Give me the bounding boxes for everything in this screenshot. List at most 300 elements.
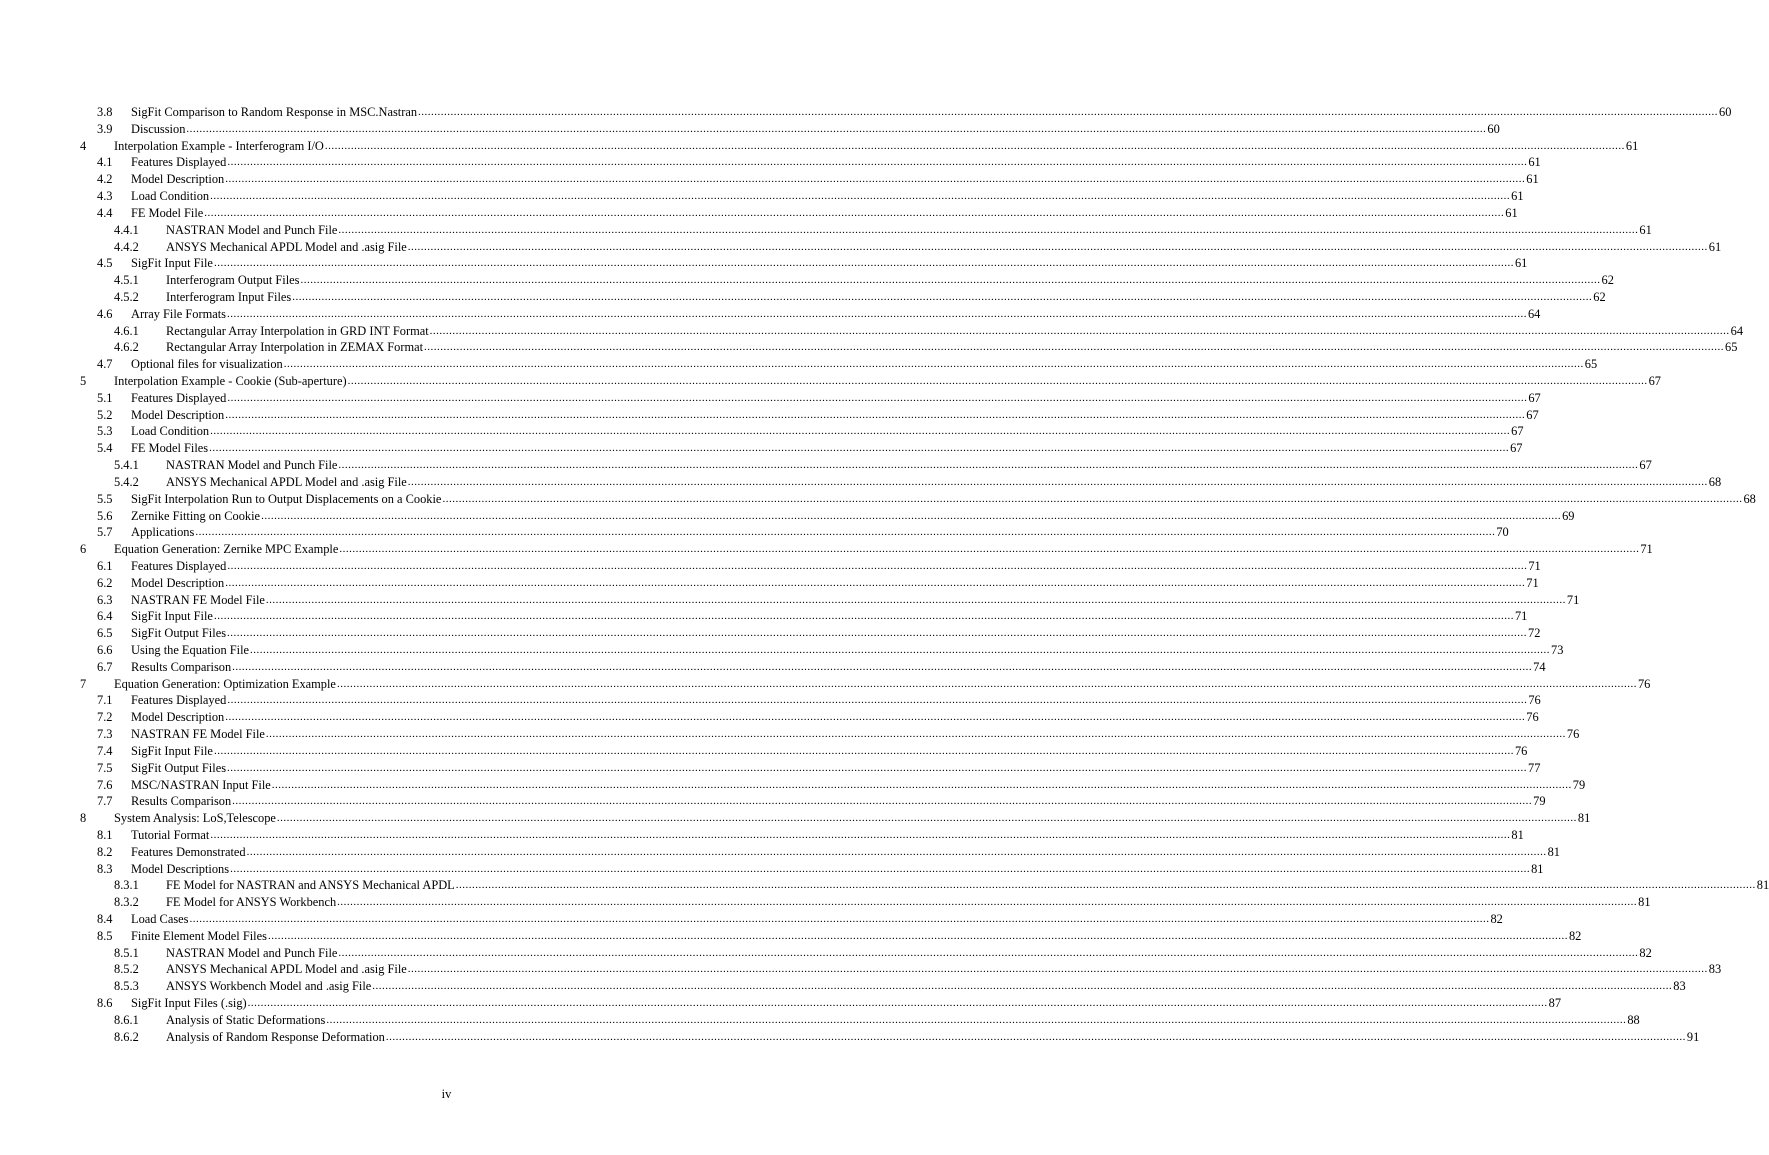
toc-entry[interactable] xyxy=(80,138,1639,155)
toc-entry[interactable] xyxy=(80,323,1744,340)
toc-entry-page: 61 xyxy=(1625,138,1639,153)
toc-entry-page: 77 xyxy=(1528,760,1541,775)
toc-entry-page: 81 xyxy=(1756,878,1769,893)
toc-entry-page: 60 xyxy=(1719,105,1732,119)
toc-entry-title[interactable]: Results Comparison xyxy=(131,659,232,674)
toc-entry-number: 5.4.2 xyxy=(114,474,139,489)
dot-leader: ................................................................................................................................................................................................................................................................................................................................................................................................................ xyxy=(227,694,1528,707)
toc-entry-line xyxy=(131,760,1541,777)
dot-leader: ................................................................................................................................................................................................................................................................................................................................................................................................................ xyxy=(347,375,1648,387)
toc-entry-page: 81 xyxy=(1511,827,1524,842)
toc-entry[interactable] xyxy=(80,541,1653,558)
toc-entry[interactable] xyxy=(80,222,1652,239)
toc-entry-line xyxy=(131,625,1541,642)
toc-entry-page: 82 xyxy=(1568,928,1582,943)
toc-entry[interactable] xyxy=(80,709,1539,726)
toc-entry[interactable] xyxy=(80,171,1539,188)
toc-entry-title[interactable]: ANSYS Mechanical APDL Model and .asig File xyxy=(166,239,407,254)
toc-entry-title[interactable]: SigFit Input File xyxy=(131,609,213,624)
toc-entry-line xyxy=(131,659,1546,676)
toc-entry[interactable] xyxy=(80,743,1528,760)
toc-entry[interactable] xyxy=(80,356,1598,373)
toc-entry-line xyxy=(131,608,1528,625)
toc-entry-page: 65 xyxy=(1725,340,1738,355)
toc-entry-page: 67 xyxy=(1511,424,1524,439)
toc-entry-page: 71 xyxy=(1514,609,1528,624)
dot-leader: ................................................................................................................................................................................................................................................................................................................................................................................................................ xyxy=(227,559,1528,572)
dot-leader: ................................................................................................................................................................................................................................................................................................................................................................................................................ xyxy=(195,526,1496,539)
toc-entry-number: 8.1 xyxy=(97,827,113,842)
toc-entry[interactable] xyxy=(80,592,1580,609)
toc-entry-title[interactable]: NASTRAN Model and Punch File xyxy=(166,945,338,960)
toc-entry-number: 5 xyxy=(80,374,87,388)
toc-entry-line xyxy=(166,877,1769,894)
dot-leader: ................................................................................................................................................................................................................................................................................................................................................................................................................ xyxy=(213,257,1514,270)
toc-entry-number: 4.6.2 xyxy=(114,340,139,355)
toc-entry-page: 60 xyxy=(1487,121,1500,136)
toc-entry-page: 91 xyxy=(1686,1029,1700,1044)
dot-leader: ................................................................................................................................................................................................................................................................................................................................................................................................................ xyxy=(210,425,1511,438)
toc-entry[interactable] xyxy=(80,154,1541,171)
toc-entry[interactable] xyxy=(80,777,1586,794)
toc-entry[interactable] xyxy=(80,575,1539,592)
toc-entry[interactable] xyxy=(80,676,1651,693)
dot-leader: ................................................................................................................................................................................................................................................................................................................................................................................................................ xyxy=(424,341,1725,354)
toc-entry-title[interactable]: SigFit Output Files xyxy=(131,626,227,641)
toc-entry-title[interactable]: SigFit Interpolation Run to Output Displacements on a Cookie xyxy=(131,491,442,506)
toc-entry-number: 5.7 xyxy=(97,525,113,540)
dot-leader: ................................................................................................................................................................................................................................................................................................................................................................................................................ xyxy=(324,139,1625,152)
toc-entry[interactable] xyxy=(80,810,1591,827)
toc-entry-line xyxy=(166,222,1652,239)
dot-leader: ................................................................................................................................................................................................................................................................................................................................................................................................................ xyxy=(265,593,1566,606)
dot-leader: ................................................................................................................................................................................................................................................................................................................................................................................................................ xyxy=(300,274,1601,287)
toc-entry-number: 5.2 xyxy=(97,407,113,422)
toc-entry-page: 67 xyxy=(1648,374,1661,388)
toc-entry-title[interactable]: FE Model File xyxy=(131,205,204,220)
toc-entry-title[interactable]: Results Comparison xyxy=(131,794,232,809)
toc-entry-number: 4.4 xyxy=(97,205,113,220)
toc-entry-line xyxy=(114,373,1661,390)
toc-entry-page: 61 xyxy=(1528,155,1541,170)
toc-entry-number: 6.7 xyxy=(97,659,113,674)
toc-entry-number: 6.3 xyxy=(97,592,113,607)
toc-entry-number: 4.1 xyxy=(97,155,113,170)
toc-entry-page: 64 xyxy=(1730,323,1744,338)
toc-entry-number: 7.3 xyxy=(97,727,113,742)
toc-entry[interactable] xyxy=(80,945,1652,962)
toc-entry-title[interactable]: Interpolation Example - Cookie (Sub-aperture) xyxy=(114,374,347,388)
toc-entry-line xyxy=(131,508,1575,525)
toc-entry-number: 4.5 xyxy=(97,256,113,271)
toc-entry-page: 70 xyxy=(1496,525,1509,540)
toc-entry-title[interactable]: Load Condition xyxy=(131,189,210,204)
toc-entry-line xyxy=(131,524,1509,541)
toc-entry-page: 79 xyxy=(1572,777,1586,792)
dot-leader: ................................................................................................................................................................................................................................................................................................................................................................................................................ xyxy=(210,190,1511,203)
toc-entry-title[interactable]: Rectangular Array Interpolation in GRD INT Format xyxy=(166,323,429,338)
dot-leader: ................................................................................................................................................................................................................................................................................................................................................................................................................ xyxy=(336,677,1637,690)
dot-leader: ................................................................................................................................................................................................................................................................................................................................................................................................................ xyxy=(213,610,1514,623)
toc-entry[interactable] xyxy=(80,373,1661,390)
toc-entry[interactable] xyxy=(80,390,1541,407)
toc-entry-page: 61 xyxy=(1511,189,1524,204)
toc-entry[interactable] xyxy=(80,491,1756,508)
toc-entry-title[interactable]: Analysis of Static Deformations xyxy=(166,1012,326,1027)
toc-entry-number: 8.5.1 xyxy=(114,945,139,960)
toc-entry[interactable] xyxy=(80,306,1541,323)
toc-entry-title[interactable]: System Analysis: LoS,Telescope xyxy=(114,811,276,826)
toc-entry-page: 62 xyxy=(1593,289,1606,304)
toc-entry-line xyxy=(166,894,1651,911)
toc-entry-title[interactable]: Analysis of Random Response Deformation xyxy=(166,1029,385,1044)
toc-entry[interactable] xyxy=(80,911,1503,928)
toc-entry[interactable] xyxy=(80,844,1560,861)
toc-entry-line xyxy=(131,255,1528,272)
toc-entry-line xyxy=(114,676,1651,693)
toc-entry-number: 6.6 xyxy=(97,643,113,657)
toc-entry[interactable] xyxy=(80,961,1722,978)
toc-entry-title[interactable]: Features Displayed xyxy=(131,558,227,573)
toc-entry[interactable] xyxy=(80,1029,1700,1046)
toc-entry-line xyxy=(131,642,1564,659)
toc-entry-line xyxy=(131,356,1598,373)
dot-leader: ................................................................................................................................................................................................................................................................................................................................................................................................................ xyxy=(372,980,1673,993)
toc-entry-line xyxy=(131,827,1524,844)
toc-entry[interactable] xyxy=(80,188,1524,205)
toc-entry-line xyxy=(166,978,1686,995)
dot-leader: ................................................................................................................................................................................................................................................................................................................................................................................................................ xyxy=(213,744,1514,757)
toc-entry-line xyxy=(131,911,1503,928)
toc-entry-page: 76 xyxy=(1566,727,1580,742)
toc-entry[interactable] xyxy=(80,205,1518,222)
toc-entry-title[interactable]: Model Description xyxy=(131,710,225,725)
toc-entry-title[interactable]: Tutorial Format xyxy=(131,827,210,842)
toc-entry[interactable] xyxy=(80,407,1539,424)
toc-entry-title[interactable]: NASTRAN FE Model File xyxy=(131,727,265,742)
toc-entry-page: 81 xyxy=(1638,895,1651,910)
dot-leader: ................................................................................................................................................................................................................................................................................................................................................................................................................ xyxy=(186,122,1487,135)
toc-entry-line xyxy=(166,272,1614,289)
toc-entry-number: 4.7 xyxy=(97,357,113,372)
toc-entry-number: 8.6.2 xyxy=(114,1029,139,1044)
toc-entry-line xyxy=(166,961,1722,978)
toc-entry-number: 8.6.1 xyxy=(114,1012,139,1027)
toc-entry-title[interactable]: Features Displayed xyxy=(131,155,227,170)
toc-entry-number: 4.4.2 xyxy=(114,239,139,254)
toc-entry-title[interactable]: SigFit Comparison to Random Response in MSC.Nastran xyxy=(131,105,418,119)
toc-entry[interactable] xyxy=(80,255,1528,272)
toc-entry-title[interactable]: Finite Element Model Files xyxy=(131,928,267,943)
dot-leader: ................................................................................................................................................................................................................................................................................................................................................................................................................ xyxy=(292,290,1593,303)
toc-entry-page: 82 xyxy=(1490,912,1503,926)
toc-entry-title[interactable]: Interferogram Input Files xyxy=(166,289,292,304)
toc-entry-title[interactable]: Equation Generation: Zernike MPC Example xyxy=(114,542,339,557)
toc-entry-number: 7.5 xyxy=(97,760,113,775)
toc-entry[interactable] xyxy=(80,726,1580,743)
toc-entry[interactable] xyxy=(80,642,1564,659)
toc-entry-title[interactable]: Array File Formats xyxy=(131,306,226,321)
toc-entry-title[interactable]: Using the Equation File xyxy=(131,643,250,657)
dot-leader: ................................................................................................................................................................................................................................................................................................................................................................................................................ xyxy=(276,812,1577,825)
toc-entry-number: 5.3 xyxy=(97,424,113,439)
toc-entry-number: 7.1 xyxy=(97,693,113,708)
toc-entry-line xyxy=(131,743,1528,760)
toc-entry-number: 8 xyxy=(80,811,87,826)
toc-entry-title[interactable]: SigFit Output Files xyxy=(131,760,227,775)
dot-leader: ................................................................................................................................................................................................................................................................................................................................................................................................................ xyxy=(226,307,1527,320)
dot-leader: ................................................................................................................................................................................................................................................................................................................................................................................................................ xyxy=(261,509,1562,522)
toc-entry[interactable] xyxy=(80,978,1686,995)
toc-entry-page: 81 xyxy=(1577,811,1591,826)
toc-entry-number: 8.3 xyxy=(97,861,113,876)
dot-leader: ................................................................................................................................................................................................................................................................................................................................................................................................................ xyxy=(225,408,1526,421)
toc-entry-page: 71 xyxy=(1640,542,1653,557)
toc-entry[interactable] xyxy=(80,508,1575,525)
toc-entry-line xyxy=(131,861,1544,878)
toc-entry-page: 83 xyxy=(1673,979,1686,994)
toc-entry-line xyxy=(114,810,1591,827)
toc-entry-page: 76 xyxy=(1526,710,1539,725)
toc-entry-title[interactable]: Load Condition xyxy=(131,424,210,439)
toc-entry[interactable] xyxy=(80,827,1524,844)
toc-entry-line xyxy=(131,844,1560,861)
toc-entry-number: 7.2 xyxy=(97,710,113,725)
toc-entry-title[interactable]: Zernike Fitting on Cookie xyxy=(131,508,261,523)
toc-entry-number: 8.5.3 xyxy=(114,979,139,994)
toc-entry[interactable] xyxy=(80,625,1541,642)
dot-leader: ................................................................................................................................................................................................................................................................................................................................................................................................................ xyxy=(250,644,1551,656)
toc-entry[interactable] xyxy=(80,524,1509,541)
toc-entry[interactable] xyxy=(80,692,1541,709)
toc-entry-line xyxy=(131,390,1541,407)
toc-entry[interactable] xyxy=(80,558,1541,575)
toc-entry-line xyxy=(131,171,1539,188)
toc-entry[interactable] xyxy=(80,861,1544,878)
toc-entry-line xyxy=(131,575,1539,592)
toc-entry[interactable] xyxy=(80,457,1652,474)
toc-entry-number: 8.3.2 xyxy=(114,895,139,910)
dot-leader: ................................................................................................................................................................................................................................................................................................................................................................................................................ xyxy=(407,475,1708,488)
toc-entry-title[interactable]: NASTRAN FE Model File xyxy=(131,592,265,607)
toc-entry-page: 82 xyxy=(1639,945,1652,960)
toc-entry-title[interactable]: Interferogram Output Files xyxy=(166,273,300,288)
toc-entry-line xyxy=(131,709,1539,726)
toc-entry-line xyxy=(166,1029,1700,1046)
dot-leader: ................................................................................................................................................................................................................................................................................................................................................................................................................ xyxy=(283,358,1584,371)
dot-leader: ................................................................................................................................................................................................................................................................................................................................................................................................................ xyxy=(429,324,1730,337)
toc-entry-number: 5.4 xyxy=(97,441,113,456)
toc-entry-line xyxy=(131,726,1580,743)
toc-entry[interactable] xyxy=(80,239,1722,256)
toc-entry-line xyxy=(166,1012,1640,1029)
page-number: iv xyxy=(441,1087,452,1101)
toc-entry-line xyxy=(131,793,1546,810)
toc-entry[interactable] xyxy=(80,793,1546,810)
toc-entry-title[interactable]: Model Description xyxy=(131,575,225,590)
toc-entry-title[interactable]: Load Cases xyxy=(131,912,189,926)
toc-entry-title[interactable]: NASTRAN Model and Punch File xyxy=(166,458,338,473)
dot-leader: ................................................................................................................................................................................................................................................................................................................................................................................................................ xyxy=(407,240,1708,253)
toc-entry-line xyxy=(166,239,1722,256)
toc-entry-title[interactable]: SigFit Input File xyxy=(131,743,213,758)
toc-entry[interactable] xyxy=(80,423,1524,440)
toc-entry[interactable] xyxy=(80,440,1523,457)
toc-entry[interactable] xyxy=(80,289,1606,306)
toc-entry-title[interactable]: SigFit Input Files (.sig) xyxy=(131,996,247,1011)
toc-entry-title[interactable]: Model Description xyxy=(131,172,225,187)
toc-entry-page: 72 xyxy=(1528,626,1541,641)
toc-entry[interactable] xyxy=(80,659,1546,676)
toc-entry-page: 69 xyxy=(1562,508,1575,523)
dot-leader: ................................................................................................................................................................................................................................................................................................................................................................................................................ xyxy=(271,778,1572,791)
toc-entry-line xyxy=(131,777,1586,794)
toc-entry-line xyxy=(131,407,1539,424)
toc-entry-number: 8.4 xyxy=(97,912,113,926)
toc-entry-title[interactable]: Discussion xyxy=(131,121,186,136)
toc-entry-line xyxy=(166,457,1652,474)
toc-entry-page: 81 xyxy=(1531,861,1544,876)
toc-entry-line xyxy=(131,928,1582,945)
toc-entry-page: 87 xyxy=(1548,996,1562,1011)
toc-entry-number: 6 xyxy=(80,542,87,557)
dot-leader: ................................................................................................................................................................................................................................................................................................................................................................................................................ xyxy=(230,862,1531,875)
toc-entry-page: 83 xyxy=(1708,962,1722,977)
toc-entry-line xyxy=(131,491,1756,508)
toc-entry[interactable] xyxy=(80,339,1738,356)
toc-entry-number: 8.3.1 xyxy=(114,878,139,893)
toc-entry-page: 61 xyxy=(1505,205,1518,220)
toc-entry-number: 4.4.1 xyxy=(114,222,139,237)
toc-entry-title[interactable]: FE Model for NASTRAN and ANSYS Mechanical APDL xyxy=(166,878,455,893)
toc-entry-page: 61 xyxy=(1514,256,1528,271)
toc-entry-title[interactable]: FE Model Files xyxy=(131,441,209,456)
toc-entry[interactable] xyxy=(80,877,1769,894)
toc-entry-number: 4 xyxy=(80,138,87,153)
toc-entry[interactable] xyxy=(80,608,1528,625)
toc-entry-number: 4.2 xyxy=(97,172,113,187)
toc-entry-number: 6.2 xyxy=(97,575,113,590)
toc-entry-title[interactable]: Features Demonstrated xyxy=(131,844,246,859)
toc-entry-title[interactable]: Model Descriptions xyxy=(131,861,230,876)
toc-entry[interactable] xyxy=(80,894,1651,911)
toc-entry[interactable] xyxy=(80,760,1541,777)
toc-entry-title[interactable]: Features Displayed xyxy=(131,390,227,405)
toc-entry-title[interactable]: ANSYS Workbench Model and .asig File xyxy=(166,979,372,994)
toc-entry-title[interactable]: Applications xyxy=(131,525,195,540)
toc-entry-line xyxy=(166,945,1652,962)
toc-entry-page: 88 xyxy=(1627,1012,1640,1027)
toc-entry-title[interactable]: Interpolation Example - Interferogram I/O xyxy=(114,138,324,153)
toc-entry-page: 71 xyxy=(1528,558,1541,573)
toc-entry-line xyxy=(166,323,1744,340)
toc-entry[interactable] xyxy=(80,928,1582,945)
dot-leader: ................................................................................................................................................................................................................................................................................................................................................................................................................ xyxy=(338,223,1639,236)
toc-entry-number: 7.4 xyxy=(97,743,113,758)
toc-entry-number: 4.6.1 xyxy=(114,323,139,338)
toc-entry-page: 81 xyxy=(1547,844,1560,859)
dot-leader: ................................................................................................................................................................................................................................................................................................................................................................................................................ xyxy=(227,761,1528,774)
toc-entry-title[interactable]: ANSYS Mechanical APDL Model and .asig File xyxy=(166,962,407,977)
toc-entry-line xyxy=(131,423,1524,440)
dot-leader: ................................................................................................................................................................................................................................................................................................................................................................................................................ xyxy=(265,728,1566,741)
table-of-contents xyxy=(80,104,1769,1046)
toc-entry-page: 67 xyxy=(1639,458,1652,473)
dot-leader: ................................................................................................................................................................................................................................................................................................................................................................................................................ xyxy=(227,156,1528,169)
dot-leader: ................................................................................................................................................................................................................................................................................................................................................................................................................ xyxy=(338,459,1639,472)
toc-entry-title[interactable]: Equation Generation: Optimization Example xyxy=(114,676,336,691)
dot-leader: ................................................................................................................................................................................................................................................................................................................................................................................................................ xyxy=(232,660,1533,673)
toc-entry-number: 5.6 xyxy=(97,508,113,523)
dot-leader: ................................................................................................................................................................................................................................................................................................................................................................................................................ xyxy=(232,795,1533,808)
toc-entry[interactable] xyxy=(80,995,1562,1012)
toc-entry-title[interactable]: Model Description xyxy=(131,407,225,422)
toc-entry-page: 68 xyxy=(1708,474,1722,489)
toc-entry-page: 73 xyxy=(1551,643,1564,657)
toc-entry-title[interactable]: Features Displayed xyxy=(131,693,227,708)
dot-leader: ................................................................................................................................................................................................................................................................................................................................................................................................................ xyxy=(204,206,1505,219)
toc-entry-title[interactable]: Rectangular Array Interpolation in ZEMAX Format xyxy=(166,340,424,355)
toc-entry[interactable] xyxy=(80,272,1614,289)
toc-entry-page: 65 xyxy=(1584,357,1598,372)
toc-entry-number: 4.5.1 xyxy=(114,273,139,288)
toc-entry-page: 76 xyxy=(1528,693,1541,708)
toc-entry[interactable] xyxy=(80,121,1500,138)
toc-entry-line xyxy=(131,205,1518,222)
toc-entry-number: 7.7 xyxy=(97,794,113,809)
toc-entry-line xyxy=(114,138,1639,155)
toc-entry-number: 6.5 xyxy=(97,626,113,641)
toc-entry-number: 4.3 xyxy=(97,189,113,204)
toc-entry[interactable] xyxy=(80,104,1732,121)
toc-entry-page: 76 xyxy=(1637,676,1651,691)
toc-entry-title[interactable]: Optional files for visualization xyxy=(131,357,283,372)
dot-leader: ................................................................................................................................................................................................................................................................................................................................................................................................................ xyxy=(338,946,1639,959)
dot-leader: ................................................................................................................................................................................................................................................................................................................................................................................................................ xyxy=(339,543,1640,556)
toc-entry-title[interactable]: FE Model for ANSYS Workbench xyxy=(166,895,337,910)
toc-entry-page: 67 xyxy=(1510,441,1523,456)
toc-entry-number: 8.5 xyxy=(97,928,113,943)
toc-entry-line xyxy=(131,558,1541,575)
dot-leader: ................................................................................................................................................................................................................................................................................................................................................................................................................ xyxy=(225,576,1526,589)
dot-leader: ................................................................................................................................................................................................................................................................................................................................................................................................................ xyxy=(455,879,1756,892)
toc-entry-number: 8.2 xyxy=(97,844,113,859)
toc-entry-line xyxy=(131,440,1523,457)
toc-entry-number: 8.5.2 xyxy=(114,962,139,977)
toc-entry-line xyxy=(131,188,1524,205)
dot-leader: ................................................................................................................................................................................................................................................................................................................................................................................................................ xyxy=(246,845,1547,858)
toc-entry-title[interactable]: SigFit Input File xyxy=(131,256,213,271)
toc-entry-page: 68 xyxy=(1743,491,1756,506)
toc-entry-page: 62 xyxy=(1601,273,1614,288)
toc-entry-page: 71 xyxy=(1566,592,1580,607)
toc-entry-page: 71 xyxy=(1526,575,1539,590)
toc-entry-page: 61 xyxy=(1708,239,1722,254)
toc-entry-title[interactable]: NASTRAN Model and Punch File xyxy=(166,222,338,237)
toc-entry-number: 5.5 xyxy=(97,491,113,506)
toc-entry-page: 61 xyxy=(1639,222,1652,237)
toc-entry-title[interactable]: MSC/NASTRAN Input File xyxy=(131,777,271,792)
toc-entry-line xyxy=(131,692,1541,709)
toc-entry-line xyxy=(131,154,1541,171)
toc-entry-number: 4.5.2 xyxy=(114,289,139,304)
toc-entry[interactable] xyxy=(80,1012,1640,1029)
dot-leader: ................................................................................................................................................................................................................................................................................................................................................................................................................ xyxy=(337,896,1638,909)
toc-entry-line xyxy=(131,121,1500,138)
toc-entry-line xyxy=(131,104,1732,121)
toc-entry[interactable] xyxy=(80,474,1722,491)
toc-entry-title[interactable]: ANSYS Mechanical APDL Model and .asig File xyxy=(166,474,407,489)
